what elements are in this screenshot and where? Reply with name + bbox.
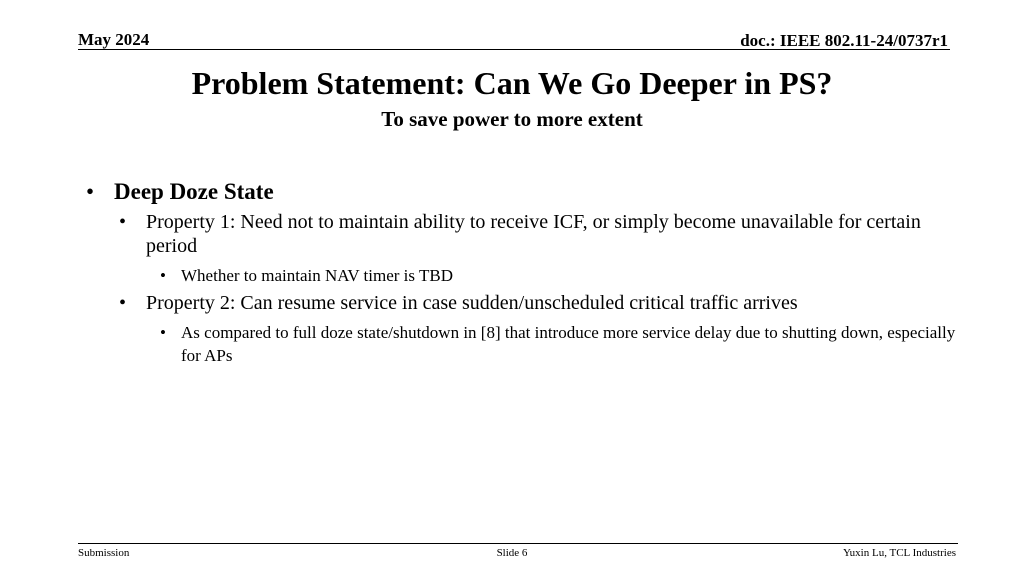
bullet-dot-icon: • — [160, 266, 166, 285]
footer-author: Yuxin Lu, TCL Industries — [842, 547, 956, 559]
bullet-text: Property 2: Can resume service in case sudden/unscheduled critical traffic arrives — [146, 292, 798, 314]
bullet-dot-icon: • — [119, 211, 127, 233]
bullet-dot-icon: • — [160, 323, 166, 342]
bullet-text: Deep Doze State — [114, 179, 274, 204]
header-divider — [78, 49, 950, 50]
bullet-level-2 — [119, 291, 956, 315]
bullet-text: As compared to full doze state/shutdown in [8] that introduce more service delay due to shutting down, especially for APs — [181, 323, 956, 365]
bullet-dot-icon: • — [86, 179, 95, 204]
footer-slide-number: Slide 6 — [496, 547, 528, 559]
header-date: May 2024 — [78, 30, 150, 49]
footer-divider — [78, 543, 958, 544]
bullet-text: Property 1: Need not to maintain ability to receive ICF, or simply become unavailable for certain period — [146, 211, 921, 257]
slide-subtitle: To save power to more extent — [381, 107, 643, 131]
bullet-dot-icon: • — [119, 292, 127, 314]
footer-submission: Submission — [78, 547, 130, 559]
header-doc-id: doc.: IEEE 802.11-24/0737r1 — [740, 31, 948, 50]
bullet-level-3 — [160, 264, 956, 287]
bullet-level-3 — [160, 321, 956, 367]
bullet-text: Whether to maintain NAV timer is TBD — [181, 266, 453, 285]
slide-title: Problem Statement: Can We Go Deeper in PS? — [191, 65, 833, 101]
bullet-level-1 — [86, 178, 956, 206]
bullet-level-2 — [119, 210, 956, 258]
slide-content — [86, 178, 956, 367]
